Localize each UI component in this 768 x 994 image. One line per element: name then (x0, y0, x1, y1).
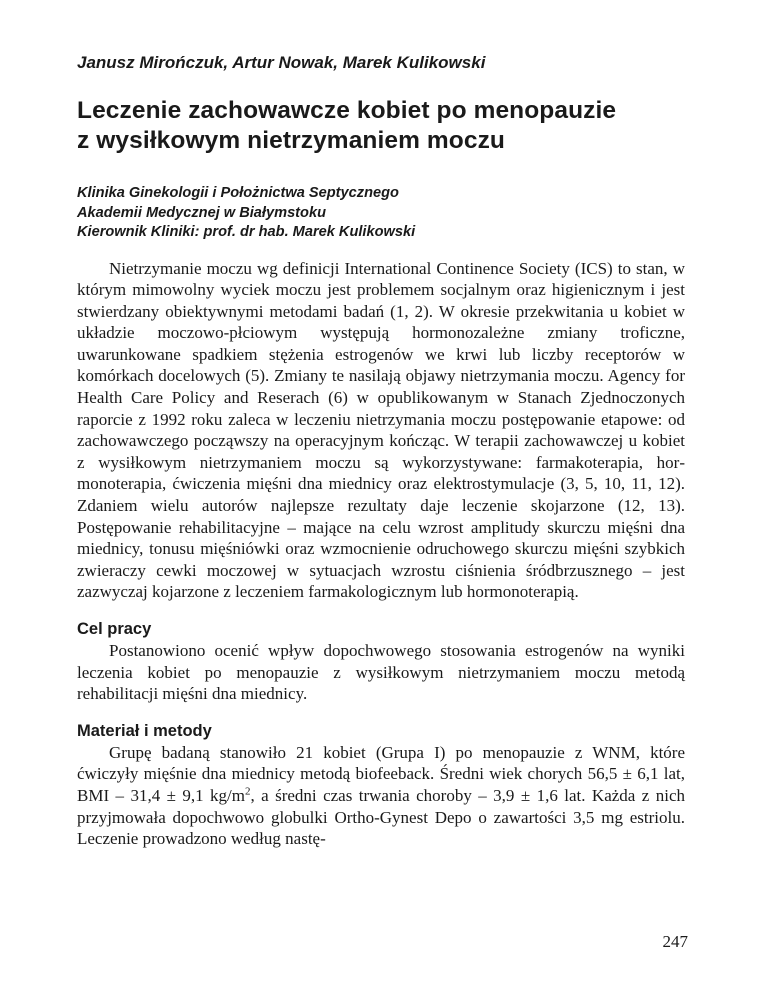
page-number: 247 (662, 932, 688, 951)
title-line-2: z wysiłkowym nietrzymaniem moczu (77, 127, 506, 154)
section-heading-aim: Cel pracy (77, 620, 152, 638)
intro-paragraph: Nietrzymanie moczu wg definicji International Continence Society (ICS) to stan, w którym mimowolny wyciek moczu jest problemem socjalnym oraz higienicznym i jest stwierdzany obiektywnymi metodami badań (1, 2). W okresie przekwitania u kobiet w układzie moczowo-płciowym występują hormonozależne zmiany troficzne, uwarunkowane spadkiem stężenia estrogenów we krwi lub liczby receptorów w komórkach docelowych (5). Zmiany te nasilają objawy nietrzymania moczu. Agency for Health Care Policy and Reserach (6) w opublikowanym w Stanach Zjednoczonych raporcie z 1992 roku zaleca w leczeniu nietrzymania moczu postępowanie etapowe: od zachowawczego począwszy na operacyjnym kończąc. W terapii zachowawczej u kobiet z wysiłkowym nietrzymaniem moczu są wykorzystywane: farmakoterapia, hormonoterapia, ćwiczenia mięśni dna miednicy oraz elektrostymulacje (3, 5, 10, 11, 12). Zdaniem wielu autorów najlepsze rezultaty daje leczenie skojarzone (12, 13). Postępowanie rehabilitacyjne – mające na celu wzrost amplitudy skurczu mięśni dna miednicy, tonusu mięśniówki oraz wzmocnienie odruchowego skurczu mięśni szybkich zwieraczy cewki moczowej w sytuacjach wzrostu ciśnienia śródbrzusznego – jest zazwyczaj kojarzone z leczeniem farmakologicznym lub hormonoterapią. (77, 258, 685, 602)
article-title (77, 96, 685, 156)
affiliation-block (77, 184, 685, 243)
article-page (77, 52, 685, 850)
affiliation-line-3: Kierownik Kliniki: prof. dr hab. Marek Kulikowski (77, 224, 416, 240)
section-text-aim: Postanowiono ocenić wpływ dopochwowego stosowania estrogenów na wyniki leczenia kobiet po menopauzie z wysiłkowym nietrzymaniem moczu metodą rehabilitacji mięśni dna miednicy. (77, 641, 685, 704)
section-heading-methods: Materiał i metody (77, 721, 212, 740)
section-text-methods (77, 742, 685, 850)
title-line-1: Leczenie zachowawcze kobiet po menopauzie (77, 97, 617, 124)
author-list: Janusz Mirończuk, Artur Nowak, Marek Kulikowski (77, 53, 486, 72)
affiliation-line-2: Akademii Medycznej w Białymstoku (77, 204, 326, 221)
affiliation-line-1: Klinika Ginekologii i Położnictwa Septycznego (77, 185, 399, 201)
methods-text-part-1: Grupę badaną stanowiło 21 kobiet (Grupa I) po menopauzie z WNM, które ćwiczyły mięśnie dna miednicy metodą biofeeback. Średni wiek chorych 56,5 ± 6,1 lat, BMI – 31,4 ± 9,1 kg/m (77, 742, 685, 805)
methods-text-part-2: , a średni czas trwania choroby – 3,9 ± 1,6 lat. Każda z nich przyjmowała dopochwowo globulki Ortho-Gynest Depo o zawartości 3,5 mg estriolu. Leczenie prowadzono według nastę- (77, 785, 685, 849)
superscript-two: 2 (244, 785, 251, 798)
